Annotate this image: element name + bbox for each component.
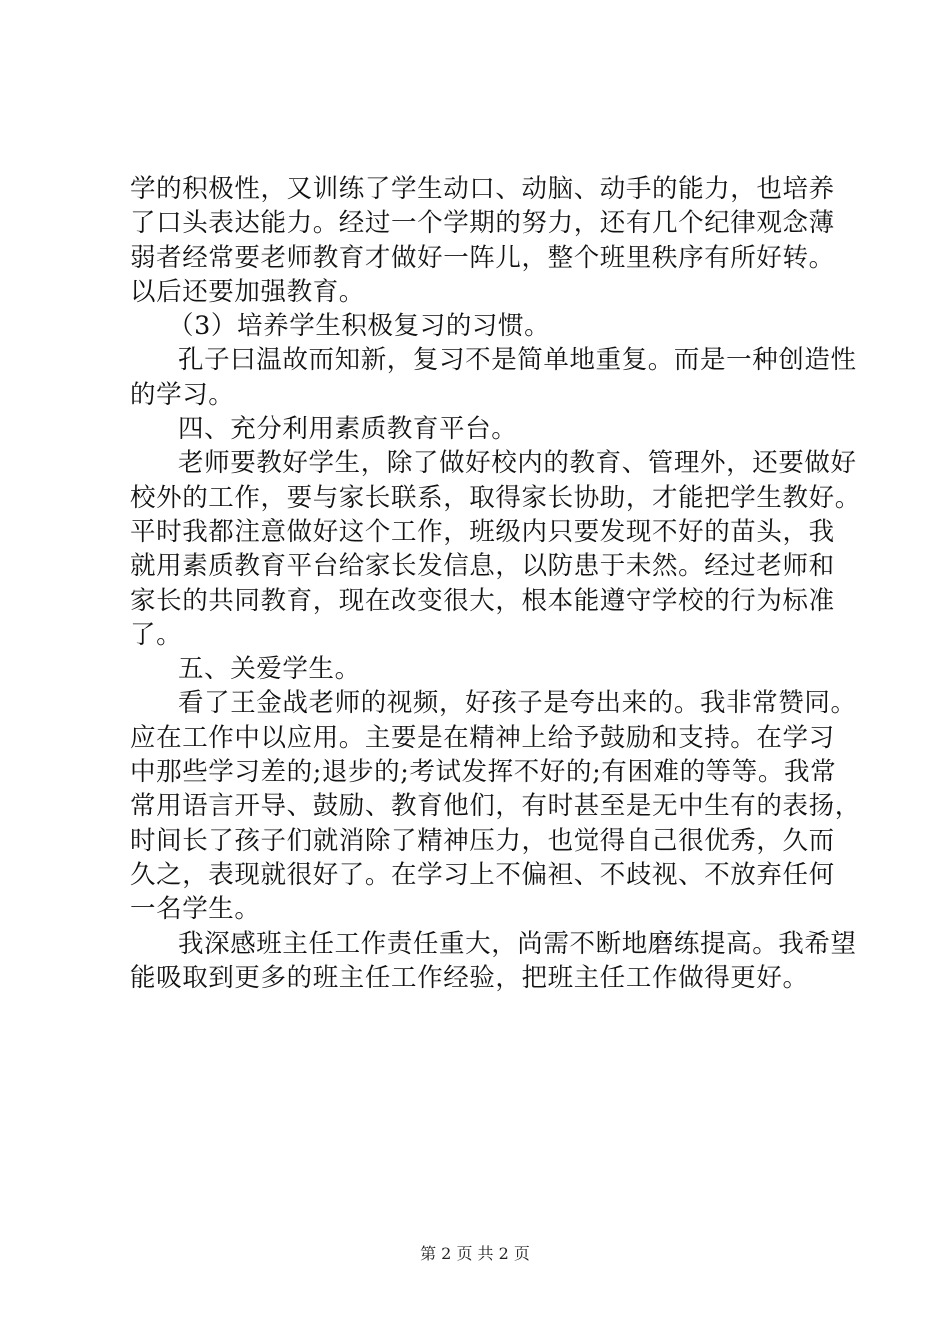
text-line: 应在工作中以应用。主要是在精神上给予鼓励和支持。在学习 (130, 722, 835, 753)
text-line: 就用素质教育平台给家长发信息，以防患于未然。经过老师和 (130, 551, 835, 582)
page-number-footer: 第 2 页 共 2 页 (420, 1244, 530, 1263)
paragraph-start-line: 孔子曰温故而知新，复习不是简单地重复。而是一种创造性 (178, 345, 857, 376)
text-line: 久之，表现就很好了。在学习上不偏袒、不歧视、不放弃任何 (130, 859, 835, 890)
text-line: 常用语言开导、鼓励、教育他们，有时甚至是无中生有的表扬， (130, 791, 861, 822)
text-line: 家长的共同教育，现在改变很大，根本能遵守学校的行为标准 (130, 585, 835, 616)
paragraph-start-line: 老师要教好学生，除了做好校内的教育、管理外，还要做好 (178, 448, 857, 479)
text-line: 时间长了孩子们就消除了精神压力，也觉得自己很优秀，久而 (130, 825, 835, 856)
document-body (130, 172, 861, 995)
text-line: 中那些学习差的;退步的;考试发挥不好的;有困难的等等。我常 (130, 757, 837, 788)
text-line: 的学习。 (130, 379, 235, 410)
text-line: 能吸取到更多的班主任工作经验，把班主任工作做得更好。 (130, 962, 809, 993)
text-line: 平时我都注意做好这个工作，班级内只要发现不好的苗头，我 (130, 516, 835, 547)
section-heading: 四、充分利用素质教育平台。 (178, 414, 518, 445)
subheading-line: （3）培养学生积极复习的习惯。 (168, 311, 551, 342)
text-line: 弱者经常要老师教育才做好一阵儿，整个班里秩序有所好转。 (130, 242, 835, 273)
text-line: 了口头表达能力。经过一个学期的努力，还有几个纪律观念薄 (130, 208, 835, 239)
paragraph-start-line: 看了王金战老师的视频，好孩子是夸出来的。我非常赞同。 (178, 688, 857, 719)
text-line: 了。 (130, 619, 183, 650)
text-line: 校外的工作，要与家长联系，取得家长协助，才能把学生教好。 (130, 482, 861, 513)
text-line: 学的积极性，又训练了学生动口、动脑、动手的能力，也培养 (130, 174, 835, 204)
section-heading: 五、关爱学生。 (178, 654, 361, 685)
text-line: 一名学生。 (130, 894, 261, 925)
paragraph-start-line: 我深感班主任工作责任重大，尚需不断地磨练提高。我希望 (178, 928, 857, 959)
text-line: 以后还要加强教育。 (130, 276, 365, 307)
